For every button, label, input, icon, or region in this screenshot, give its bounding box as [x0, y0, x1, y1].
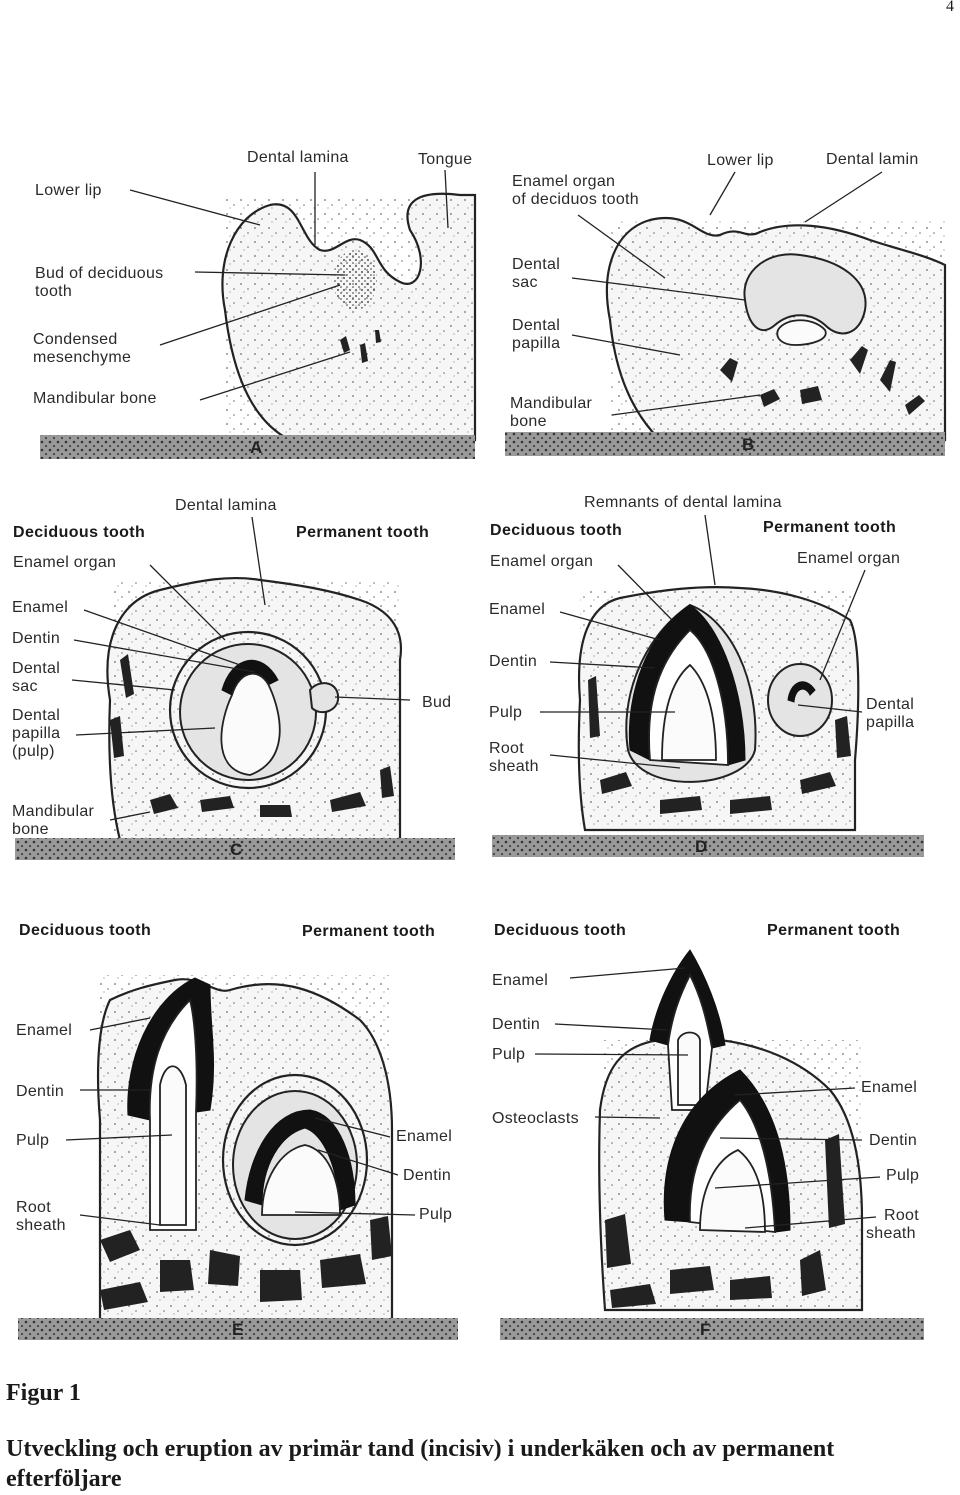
- label-a-tongue: Tongue: [418, 151, 473, 168]
- label-d-enamel: Enamel: [489, 601, 546, 618]
- label-a-condensed: Condensed mesenchyme: [33, 331, 132, 366]
- panel-d-base: [492, 835, 924, 857]
- label-d-root-sheath: Root sheath: [489, 740, 539, 775]
- label-b-dental-sac: Dental sac: [512, 256, 561, 291]
- figure-caption-text: Utveckling och eruption av primär tand (incisiv) i underkäken och av permanent efterföljare: [6, 1436, 835, 1492]
- label-a-bud: Bud of deciduous tooth: [35, 265, 164, 300]
- panel-a-letter: A: [250, 438, 263, 457]
- panel-a: [33, 149, 475, 459]
- label-d-deciduous-tooth: Deciduous tooth: [490, 522, 623, 539]
- label-d-enamel-organ-right: Enamel organ: [797, 550, 901, 567]
- label-e-root-sheath: Root sheath: [16, 1199, 66, 1234]
- label-e-enamel-left: Enamel: [16, 1022, 73, 1039]
- label-f-osteoclasts: Osteoclasts: [492, 1110, 579, 1127]
- panel-e-decid-pulp: [160, 1066, 186, 1225]
- label-f-pulp-left: Pulp: [492, 1046, 526, 1063]
- panel-a-bud: [333, 250, 377, 310]
- label-f-deciduous-tooth: Deciduous tooth: [494, 922, 627, 939]
- label-b-dental-lamin: Dental lamin: [826, 151, 919, 168]
- label-c-bud: Bud: [422, 694, 452, 711]
- label-f-enamel-right: Enamel: [861, 1079, 918, 1096]
- label-c-dental-sac: Dental sac: [12, 660, 61, 695]
- label-e-pulp-right: Pulp: [419, 1206, 453, 1223]
- panel-b-letter: B: [742, 435, 755, 454]
- panel-b-base: [505, 432, 945, 456]
- label-e-permanent-tooth: Permanent tooth: [302, 923, 436, 940]
- label-d-dentin: Dentin: [489, 653, 538, 670]
- label-b-mandibular-bone: Mandibular bone: [510, 395, 593, 430]
- label-f-dentin-right: Dentin: [869, 1132, 918, 1149]
- label-d-dental-papilla: Dental papilla: [866, 696, 915, 731]
- label-c-enamel-organ: Enamel organ: [13, 554, 117, 571]
- label-b-lower-lip: Lower lip: [707, 152, 774, 169]
- label-b-enamel-organ: Enamel organ of deciduos tooth: [512, 173, 639, 208]
- panel-d-letter: D: [695, 837, 708, 856]
- panel-e-letter: E: [232, 1320, 244, 1339]
- panel-c-letter: C: [230, 840, 243, 859]
- label-f-root-sheath: Root sheath: [866, 1207, 919, 1242]
- panel-c-bud: [310, 683, 338, 712]
- panel-d: [489, 494, 924, 857]
- page-number: 4: [946, 0, 954, 15]
- label-e-deciduous-tooth: Deciduous tooth: [19, 922, 152, 939]
- label-e-dentin-right: Dentin: [403, 1167, 452, 1184]
- panel-f-letter: F: [700, 1320, 711, 1339]
- label-f-pulp-right: Pulp: [886, 1167, 920, 1184]
- label-e-enamel-right: Enamel: [396, 1128, 453, 1145]
- panel-f-base: [500, 1318, 924, 1340]
- label-a-dental-lamina: Dental lamina: [247, 149, 349, 166]
- label-a-mandibular-bone: Mandibular bone: [33, 390, 157, 407]
- label-e-dentin-left: Dentin: [16, 1083, 65, 1100]
- panel-e: [16, 922, 458, 1340]
- label-d-remnants: Remnants of dental lamina: [584, 494, 782, 511]
- label-c-dental-lamina: Dental lamina: [175, 497, 277, 514]
- figure-caption-title: Figur 1: [6, 1380, 81, 1406]
- label-f-enamel-left: Enamel: [492, 972, 549, 989]
- label-d-permanent-tooth: Permanent tooth: [763, 519, 897, 536]
- label-c-dental-papilla: Dental papilla (pulp): [12, 707, 61, 760]
- label-c-permanent-tooth: Permanent tooth: [296, 524, 430, 541]
- label-f-dentin-left: Dentin: [492, 1016, 541, 1033]
- panel-b-papilla: [777, 320, 825, 345]
- label-f-permanent-tooth: Permanent tooth: [767, 922, 901, 939]
- label-d-enamel-organ-left: Enamel organ: [490, 553, 594, 570]
- label-c-mandibular-bone: Mandibular bone: [12, 803, 95, 838]
- label-e-pulp-left: Pulp: [16, 1132, 50, 1149]
- label-c-dentin: Dentin: [12, 630, 61, 647]
- label-a-lower-lip: Lower lip: [35, 182, 102, 199]
- panel-f-decid-pulp: [678, 1033, 700, 1106]
- label-b-dental-papilla: Dental papilla: [512, 317, 561, 352]
- panel-b: [505, 151, 945, 456]
- panel-a-stipple: [225, 195, 475, 440]
- label-c-enamel: Enamel: [12, 599, 69, 616]
- panel-f: [492, 922, 924, 1340]
- label-c-deciduous-tooth: Deciduous tooth: [13, 524, 146, 541]
- panel-c: [12, 497, 455, 860]
- label-d-pulp: Pulp: [489, 704, 523, 721]
